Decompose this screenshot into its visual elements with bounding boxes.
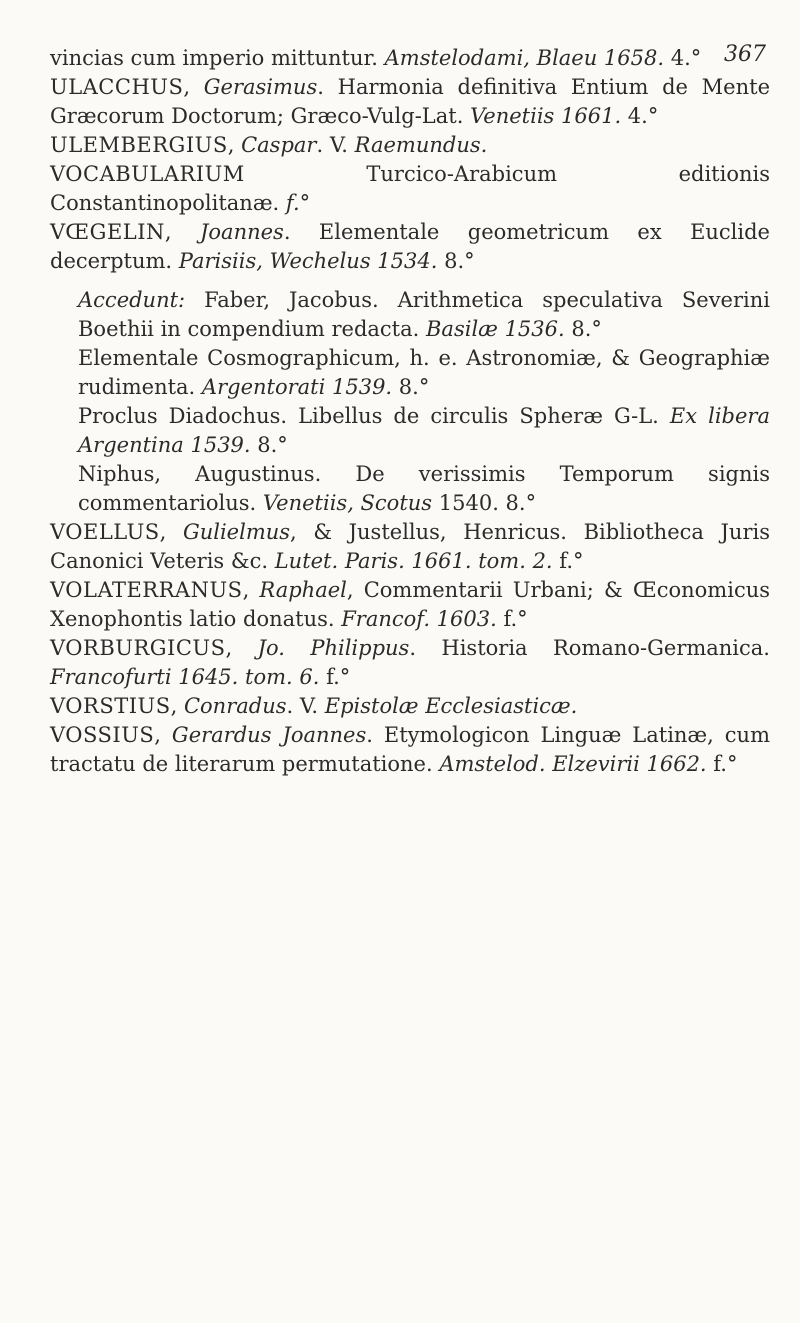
entry-format: 4.° <box>664 46 702 70</box>
entry-head: ULEMBERGIUS <box>50 133 228 157</box>
entries-list <box>50 44 770 779</box>
entry-format: f.° <box>319 665 351 689</box>
entry-cosmographicum <box>50 344 770 402</box>
entry-imprint: Raemundus. <box>354 133 488 157</box>
entry-text: Turcico-Arabicum editionis Constantinopolitanæ. <box>50 162 770 215</box>
entry-text: Faber, Jacobus. Arithmetica speculativa Severini Boethii in compendium redacta. <box>78 288 770 341</box>
entry-format: f.° <box>706 752 738 776</box>
entry-imprint: Basilæ 1536. <box>426 317 565 341</box>
entry-head: VŒGELIN <box>50 220 165 244</box>
entry-text: V. <box>329 133 348 157</box>
entry-accedunt <box>50 286 770 344</box>
entry-text: Elementale geometricum ex Euclide decerptum. <box>50 220 770 273</box>
entry-volaterranus: VOLATERRANUS, Raphael, Commentarii Urbani; & Œconomicus Xenophontis latio donatus. Francof. 1603. f.° <box>50 578 771 631</box>
entry-head: VOSSIUS <box>50 723 155 747</box>
entry-imprint: Francofurti 1645. tom. 6. <box>50 665 320 689</box>
entry-text: Elementale Cosmographicum, h. e. Astronomiæ, & Geographiæ rudimenta. <box>78 346 770 399</box>
entry-text: Etymologicon Linguæ Latinæ, cum tractatu de literarum permutatione. <box>50 723 770 776</box>
entry-name: Caspar <box>241 133 317 157</box>
entry-format: f.° <box>279 191 311 215</box>
entry-name: Conradus <box>183 694 287 718</box>
entry-imprint: Venetiis 1661. <box>470 104 622 128</box>
entry-imprint: Ex libera Argentina 1539. <box>78 404 770 457</box>
entry-head: VOELLUS <box>50 520 160 544</box>
entry-voellus: VOELLUS, Gulielmus, & Justellus, Henricus. Bibliotheca Juris Canonici Veteris &c. Lutet. Paris. 1661. tom. 2. f.° <box>50 520 770 573</box>
entry-text: , Commentarii Urbani; & Œconomicus Xenophontis latio donatus. <box>50 578 771 631</box>
entry-text: V. <box>299 694 319 718</box>
entry-vossius: VOSSIUS, Gerardus Joannes. Etymologicon Linguæ Latinæ, cum tractatu de literarum permutatione. Amstelod. Elzevirii 1662. f.° <box>50 723 770 776</box>
entry-lead: Accedunt: <box>78 288 186 312</box>
entry-text: Proclus Diadochus. Libellus de circulis Spheræ G-L. <box>78 404 659 428</box>
entry-imprint: Francof. 1603. <box>341 607 497 631</box>
entry-imprint: Argentorati 1539. <box>201 375 393 399</box>
entry-text: vincias cum imperio mittuntur. <box>50 46 385 70</box>
entry-imprint: Venetiis, Scotus <box>262 491 433 515</box>
entry-head: VORSTIUS <box>50 694 171 718</box>
entry-format: 1540. 8.° <box>432 491 537 515</box>
page-number: 367 <box>724 42 766 67</box>
entry-format: 8.° <box>250 433 288 457</box>
entry-niphus <box>50 460 770 518</box>
entry-vorstius: VORSTIUS, Conradus. V. Epistolæ Ecclesiasticæ. <box>50 694 578 718</box>
entry-imprint: Amstelod. Elzevirii 1662. <box>439 752 707 776</box>
entry-ulembergius: ULEMBERGIUS, Caspar. V. Raemundus. <box>50 133 488 157</box>
entry-head: VOCABULARIUM <box>50 162 245 186</box>
entry-format: f.° <box>552 549 584 573</box>
entry-vocabularium <box>50 160 770 218</box>
entry-text: Niphus, Augustinus. De verissimis Temporum signis commentariolus. <box>78 462 770 515</box>
entry-ulacchus: ULACCHUS, Gerasimus. Harmonia definitiva Entium de Mente Græcorum Doctorum; Græco-Vulg-Lat. Venetiis 1661. 4.° <box>50 75 770 128</box>
entry-vorburgicus: VORBURGICUS, Jo. Philippus. Historia Romano-Germanica. Francofurti 1645. tom. 6. f.° <box>50 636 770 689</box>
entry-format: 4.° <box>621 104 659 128</box>
entry-head: ULACCHUS <box>50 75 184 99</box>
entry-name: Raphael <box>259 578 347 602</box>
entry-format: 8.° <box>392 375 430 399</box>
entry-text: , & Justellus, Henricus. Bibliotheca Juris Canonici Veteris &c. <box>50 520 770 573</box>
entry-text: Historia Romano-Germanica. <box>441 636 770 660</box>
entry-imprint: Epistolæ Ecclesiasticæ. <box>324 694 578 718</box>
entry-format: f.° <box>496 607 528 631</box>
entry-imprint: Parisiis, Wechelus 1534. <box>178 249 438 273</box>
entry-imprint: Lutet. Paris. 1661. tom. 2. <box>274 549 553 573</box>
entry-name: Jo. Philippus <box>257 636 410 660</box>
entry-name: Joannes <box>199 220 284 244</box>
entry-imprint: Amstelodami, Blaeu 1658. <box>384 46 665 70</box>
entry-name: Gerardus Joannes <box>171 723 367 747</box>
entry-head: VORBURGICUS <box>50 636 226 660</box>
entry-format: 8.° <box>437 249 475 273</box>
entry-format: 8.° <box>564 317 602 341</box>
entry-voegelin: VŒGELIN, Joannes. Elementale geometricum ex Euclide decerptum. Parisiis, Wechelus 1534. 8.° <box>50 220 770 273</box>
entry-name: Gerasimus <box>203 75 318 99</box>
entry-proclus <box>50 402 770 460</box>
entry-continuation <box>50 44 770 73</box>
entry-head: VOLATERRANUS <box>50 578 243 602</box>
entry-text: Harmonia definitiva Entium de Mente Græcorum Doctorum; Græco-Vulg-Lat. <box>50 75 770 128</box>
book-page <box>50 44 770 779</box>
entry-name: Gulielmus <box>182 520 291 544</box>
